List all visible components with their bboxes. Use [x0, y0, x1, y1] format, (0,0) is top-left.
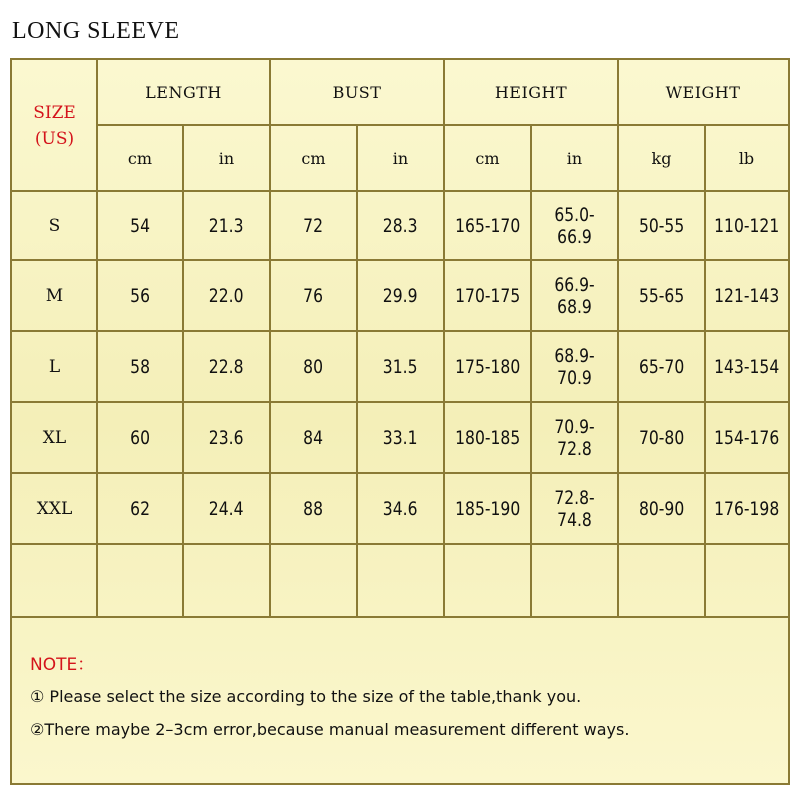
unit-header: [183, 125, 270, 191]
table-cell: [618, 191, 705, 260]
note-line-1: ① Please select the size according to the size of the table,thank you.: [30, 687, 582, 706]
grid-line: [182, 125, 184, 617]
grid-line: [530, 125, 532, 617]
grid-line: [269, 60, 271, 617]
grid-line: [12, 472, 788, 474]
unit-label: in: [218, 148, 235, 168]
unit-header: [531, 125, 618, 191]
unit-label: cm: [475, 148, 500, 168]
grid-line: [12, 616, 788, 618]
group-header-label: HEIGHT: [494, 83, 568, 102]
table-cell: [270, 260, 357, 331]
group-header: [444, 60, 618, 125]
table-cell: [183, 191, 270, 260]
size-name: M: [45, 285, 64, 306]
cell-value: 121-143: [713, 284, 780, 307]
cell-value: 22.8: [209, 355, 244, 378]
unit-header: [357, 125, 444, 191]
size-label-line-1: SIZE: [33, 102, 76, 123]
table-cell: [618, 331, 705, 402]
table-cell: [97, 331, 183, 402]
table-cell: [183, 331, 270, 402]
cell-value: 165-170: [454, 214, 521, 237]
table-cell: [97, 191, 183, 260]
grid-line: [12, 190, 788, 192]
table-cell: [705, 191, 788, 260]
table-cell: [705, 260, 788, 331]
size-label-cell: [12, 60, 97, 191]
cell-value: 72.8-74.8: [554, 486, 595, 531]
table-cell: [270, 191, 357, 260]
size-name: L: [48, 356, 61, 377]
cell-value: 84: [303, 426, 324, 449]
cell-value: 65-70: [638, 355, 685, 378]
size-table: [12, 60, 788, 619]
table-cell: [97, 402, 183, 473]
unit-header: [270, 125, 357, 191]
grid-line: [443, 60, 445, 617]
cell-value: 60: [130, 426, 150, 449]
grid-line: [356, 125, 358, 617]
cell-value: 143-154: [713, 355, 780, 378]
unit-header: [705, 125, 788, 191]
notes-section: [30, 650, 770, 753]
cell-value: 31.5: [383, 355, 418, 378]
table-cell: [531, 402, 618, 473]
unit-label: in: [392, 148, 409, 168]
cell-value: 33.1: [383, 426, 418, 449]
table-cell: [97, 260, 183, 331]
cell-value: 34.6: [383, 497, 418, 520]
cell-value: 76: [303, 284, 324, 307]
table-cell: [444, 402, 531, 473]
cell-value: 65.0-66.9: [554, 203, 595, 248]
unit-label: cm: [127, 148, 153, 168]
cell-value: 175-180: [454, 355, 521, 378]
table-cell: [444, 473, 531, 544]
size-label-line-2: (US): [34, 128, 75, 149]
table-cell: [531, 331, 618, 402]
table-cell: [270, 402, 357, 473]
table-cell: [97, 473, 183, 544]
cell-value: 80: [303, 355, 324, 378]
cell-value: 54: [130, 214, 150, 237]
note-title: NOTE：: [30, 655, 95, 675]
note-line-2: ②There maybe 2–3cm error,because manual measurement different ways.: [30, 720, 630, 739]
unit-header: [444, 125, 531, 191]
cell-value: 22.0: [209, 284, 244, 307]
group-header-label: LENGTH: [145, 83, 222, 102]
table-cell: [357, 331, 444, 402]
unit-header: [97, 125, 183, 191]
grid-line: [12, 259, 788, 261]
size-row-label: [12, 260, 97, 331]
table-cell: [270, 331, 357, 402]
table-cell: [357, 260, 444, 331]
table-cell: [618, 402, 705, 473]
cell-value: 154-176: [713, 426, 780, 449]
table-cell: [183, 473, 270, 544]
table-cell: [183, 260, 270, 331]
cell-value: 50-55: [638, 214, 685, 237]
group-header: [97, 60, 270, 125]
cell-value: 24.4: [209, 497, 244, 520]
cell-value: 70-80: [638, 426, 685, 449]
grid-line: [12, 330, 788, 332]
table-cell: [183, 402, 270, 473]
table-cell: [531, 260, 618, 331]
unit-label: lb: [738, 148, 755, 168]
unit-label: in: [566, 148, 583, 168]
grid-line: [96, 60, 98, 617]
group-header-label: BUST: [332, 83, 382, 102]
cell-value: 56: [130, 284, 150, 307]
table-cell: [618, 473, 705, 544]
cell-value: 66.9-68.9: [554, 273, 595, 318]
cell-value: 29.9: [383, 284, 418, 307]
cell-value: 170-175: [454, 284, 521, 307]
cell-value: 80-90: [638, 497, 685, 520]
table-cell: [444, 191, 531, 260]
group-header-label: WEIGHT: [665, 83, 741, 102]
size-row-label: [12, 191, 97, 260]
unit-header: [618, 125, 705, 191]
cell-value: 62: [130, 497, 150, 520]
unit-label: kg: [651, 148, 672, 168]
size-name: XL: [42, 427, 67, 448]
page-title: LONG SLEEVE: [12, 18, 180, 44]
size-chart: [10, 58, 790, 785]
grid-line: [704, 125, 706, 617]
group-header: [618, 60, 788, 125]
table-cell: [444, 331, 531, 402]
table-cell: [618, 260, 705, 331]
cell-value: 176-198: [713, 497, 780, 520]
cell-value: 21.3: [209, 214, 244, 237]
cell-value: 70.9-72.8: [554, 415, 595, 460]
table-cell: [705, 473, 788, 544]
table-cell: [705, 331, 788, 402]
cell-value: 55-65: [638, 284, 685, 307]
table-cell: [357, 191, 444, 260]
size-row-label: [12, 473, 97, 544]
table-cell: [357, 402, 444, 473]
group-header: [270, 60, 444, 125]
size-name: S: [48, 215, 61, 236]
cell-value: 88: [303, 497, 324, 520]
size-name: XXL: [36, 498, 73, 519]
cell-value: 58: [130, 355, 150, 378]
grid-line: [12, 401, 788, 403]
size-row-label: [12, 331, 97, 402]
table-cell: [357, 473, 444, 544]
cell-value: 72: [303, 214, 324, 237]
table-cell: [270, 473, 357, 544]
cell-value: 180-185: [454, 426, 521, 449]
table-cell: [705, 402, 788, 473]
table-cell: [531, 191, 618, 260]
unit-label: cm: [301, 148, 326, 168]
grid-line: [617, 60, 619, 617]
size-row-label: [12, 402, 97, 473]
cell-value: 28.3: [383, 214, 418, 237]
cell-value: 185-190: [454, 497, 521, 520]
cell-value: 68.9-70.9: [554, 344, 595, 389]
grid-line: [12, 543, 788, 545]
table-cell: [444, 260, 531, 331]
table-cell: [531, 473, 618, 544]
cell-value: 23.6: [209, 426, 244, 449]
cell-value: 110-121: [713, 214, 780, 237]
